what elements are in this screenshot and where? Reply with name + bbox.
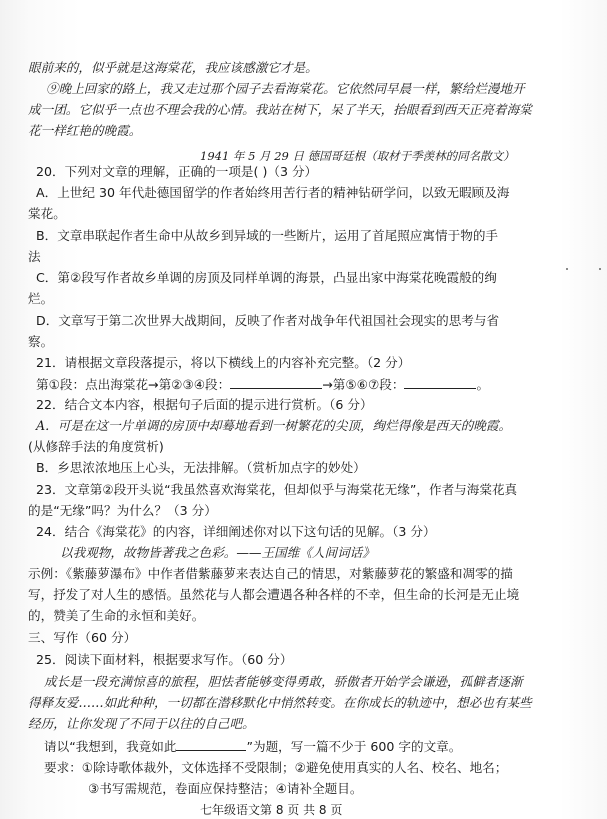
section-3-title: 三、写作（60 分） — [28, 630, 137, 645]
q21-fill-part-b: →第⑤⑥⑦段： — [322, 377, 405, 392]
q22-sentence-a: A．可是在这一片单调的房顶中却蓦地看到一树繁花的尖顶，绚烂得像是西天的晚霞。 — [36, 418, 512, 433]
question-21-stem: 21．请根据文章段落提示，将以下横线上的内容补充完整。（2 分） — [36, 355, 411, 370]
q20-option-a-cont: 棠花。 — [28, 206, 66, 221]
q25-requirements-line: 要求：①除诗歌体裁外，文体选择不受限制；②避免使用真实的人名、校名、地名； — [44, 760, 508, 775]
question-22-stem: 22．结合文本内容，根据句子后面的提示进行赏析。（6 分） — [36, 397, 373, 412]
question-20-stem: 20．下列对文章的理解，正确的一项是( )（3 分） — [36, 164, 318, 179]
q21-blank-1[interactable] — [230, 376, 322, 389]
q22-hint-a: (从修辞手法的角度赏析) — [28, 439, 164, 454]
q22-sentence-b: B．乡思浓浓地压上心头，无法排解。（赏析加点字的妙处） — [36, 460, 366, 475]
q25-material-line: 得释友爱……如此种种，一切都在潜移默化中悄然转变。在你成长的轨迹中，想必也有某些 — [28, 695, 532, 710]
passage-line: 眼前来的，似乎就是这海棠花，我应该感激它才是。 — [28, 60, 318, 75]
q25-prompt — [44, 738, 461, 755]
q21-fill-part-c: 。 — [476, 377, 490, 392]
scan-speck — [566, 268, 568, 270]
q20-option-c: C．第②段写作者故乡单调的房顶及同样单调的海景，凸显出家中海棠花晚霞般的绚 — [36, 270, 497, 285]
question-25-stem: 25．阅读下面材料，根据要求写作。（60 分） — [36, 652, 293, 667]
question-23-line1: 23．文章第②段开头说“我虽然喜欢海棠花，但却似乎与海棠花无缘”，作者与海棠花真 — [36, 482, 518, 497]
q20-option-d: D．文章写于第二次世界大战期间，反映了作者对战争年代祖国社会现实的思考与省 — [36, 313, 500, 328]
q24-example-line: 的，赞美了生命的永恒和美好。 — [28, 608, 205, 623]
q21-fill-part-a: 第①段：点出海棠花→第②③④段： — [36, 377, 231, 392]
passage-line: 花一样红艳的晚霞。 — [28, 123, 142, 138]
q20-option-b-cont: 法 — [28, 249, 41, 264]
q24-example-line: 写，抒发了对人生的感悟。虽然花与人都会遭遇各种各样的不幸，但生命的长河是无止境 — [28, 587, 520, 602]
q24-quote: 以我观物，故物皆著我之色彩。——王国维《人间词话》 — [60, 545, 375, 560]
q20-option-c-cont: 烂。 — [28, 291, 54, 306]
q25-material-line: 经历，让你发现了不同于以往的自己吧。 — [28, 716, 255, 731]
q25-prompt-part-a: 请以“我想到，我竟如此 — [44, 739, 177, 754]
q25-material-line: 成长是一段充满惊喜的旅程，胆怯者能够变得勇敢，骄傲者开始学会谦逊，孤僻者逐渐 — [44, 674, 523, 689]
question-24-stem: 24．结合《海棠花》的内容，详细阐述你对以下这句话的见解。（3 分） — [36, 524, 436, 539]
q20-option-d-cont: 察。 — [28, 334, 54, 349]
q20-option-b: B．文章串联起作者生命中从故乡到异域的一些断片，运用了首尾照应寓情于物的手 — [36, 228, 499, 243]
passage-line: 成一团。它似乎一点也不理会我的心情。我站在树下，呆了半天，抬眼看到西天正亮着海棠 — [28, 102, 532, 117]
q25-requirements-line: ③书写需规范，卷面应保持整洁；④请补全题目。 — [88, 781, 363, 796]
passage-line: ⑨晚上回家的路上，我又走过那个园子去看海棠花。它依然同早晨一样，繁给烂漫地开 — [46, 81, 525, 96]
q21-blank-2[interactable] — [404, 376, 476, 389]
page-footer: 七年级语文第 8 页 共 8 页 — [200, 803, 343, 817]
q21-fill-line — [36, 376, 489, 393]
scan-speck — [599, 268, 601, 270]
passage-signature: 1941 年 5 月 29 日 德国哥廷根（取材于季羡林的同名散文） — [200, 149, 515, 163]
q25-prompt-part-b: ”为题，写一篇不少于 600 字的文章。 — [246, 739, 462, 754]
q24-example-line: 示例：《紫藤萝瀑布》中作者借紫藤萝来表达自己的情思，对紫藤萝花的繁盛和凋零的描 — [28, 566, 513, 581]
question-23-line2: 的是“无缘”吗？为什么？（3 分） — [28, 503, 217, 518]
q25-title-blank[interactable] — [176, 738, 246, 751]
q20-option-a: A．上世纪 30 年代赴德国留学的作者始终用苦行者的精神钻研学问，以致无暇顾及海 — [36, 185, 510, 200]
